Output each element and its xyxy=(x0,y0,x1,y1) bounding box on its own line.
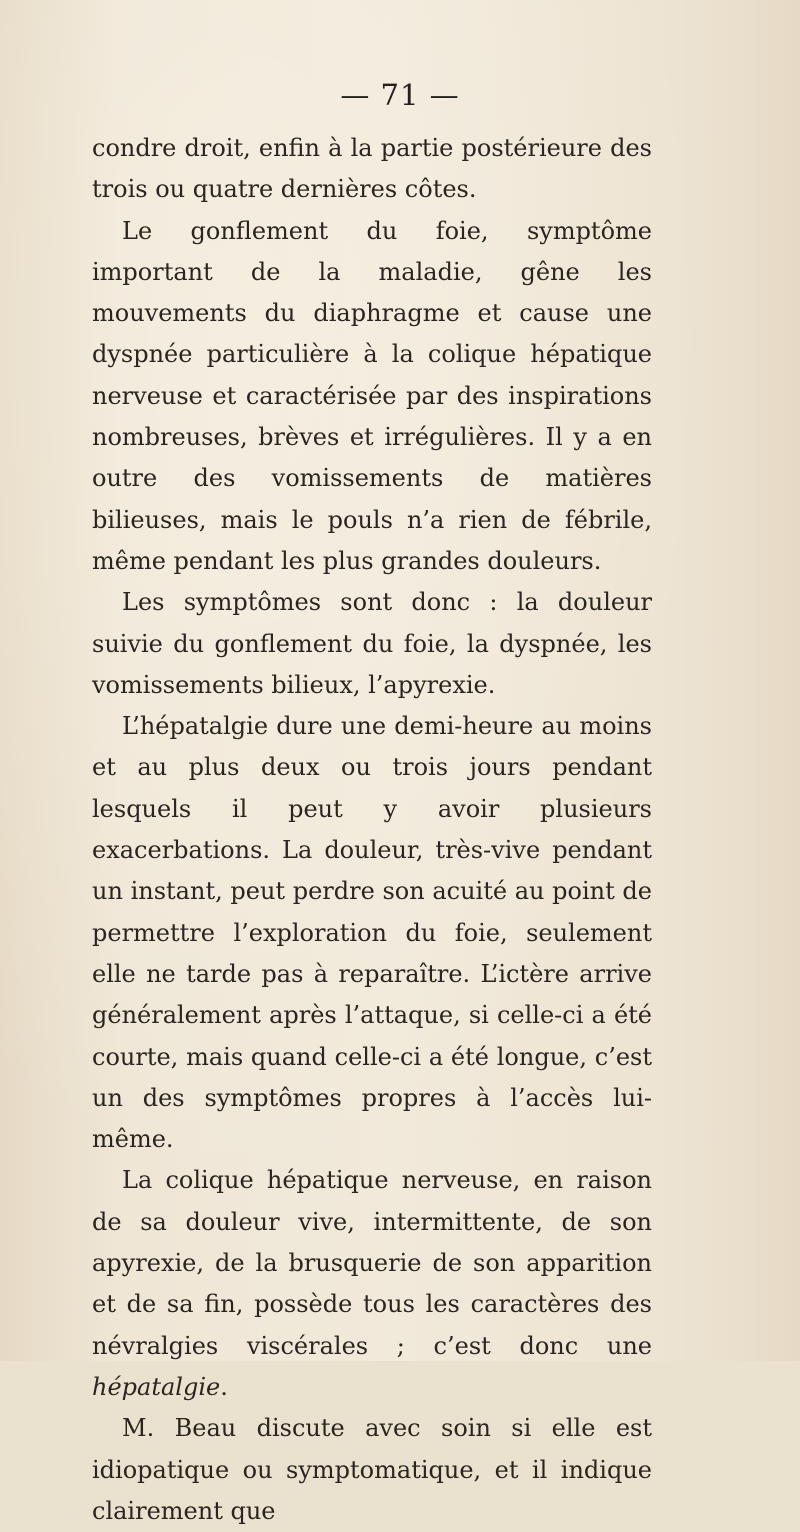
paragraph-6: M. Beau discute avec soin si elle est idiopatique ou symptomatique, et il indique clairement que xyxy=(92,1414,652,1525)
paragraph-5-text: La colique hépatique nerveuse, en raison de sa douleur vive, intermittente, de son apyrexie, de la brusquerie de son apparition et de sa fin, possède tous les caractères des névralgies viscérales ; c’est donc une xyxy=(92,1166,652,1360)
paragraph-5 xyxy=(92,1160,652,1408)
page-number: — 71 — xyxy=(340,78,460,112)
paragraph-1: condre droit, enfin à la partie postérieure des trois ou quatre dernières côtes. xyxy=(92,134,652,204)
body-text xyxy=(92,128,652,1532)
paragraph-2: Le gonflement du foie, symptôme important de la maladie, gêne les mouvements du diaphragme et cause une dyspnée particulière à la colique hépatique nerveuse et caractérisée par des inspirations nombreuses, brèves et irrégulières. Il y a en outre des vomissements de matières bilieuses, mais le pouls n’a rien de fébrile, même pendant les plus grandes douleurs. xyxy=(92,216,652,575)
paper-speck xyxy=(290,1268,294,1272)
emphasized-term: hépatalgie xyxy=(92,1372,221,1401)
paragraph-3: Les symptômes sont donc : la douleur suivie du gonflement du foie, la dyspnée, les vomissements bilieux, l’apyrexie. xyxy=(92,588,652,699)
paragraph-4: L’hépatalgie dure une demi-heure au moins et au plus deux ou trois jours pendant lesquels il peut y avoir plusieurs exacerbations. La douleur, très-vive pendant un instant, peut perdre son acuité au point de permettre l’exploration du foie, seulement elle ne tarde pas à reparaître. L’ictère arrive généralement après l’attaque, si celle-ci a été courte, mais quand celle-ci a été longue, c’est un des symptômes propres à l’accès lui-même. xyxy=(92,712,652,1154)
paragraph-5-end: . xyxy=(220,1372,228,1401)
